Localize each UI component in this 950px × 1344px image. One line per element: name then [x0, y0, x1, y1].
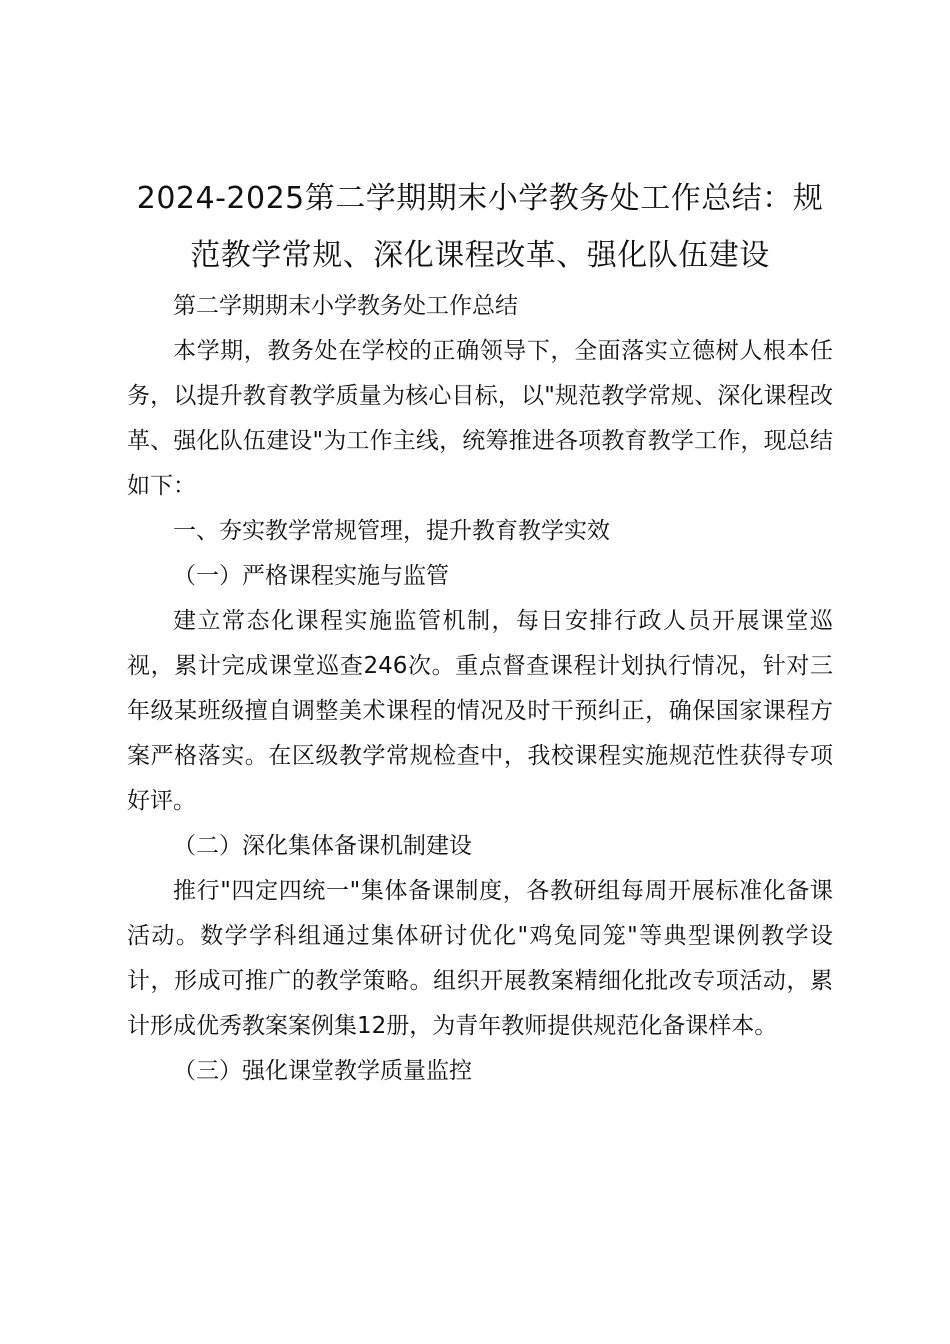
subsection-heading-3: （三）强化课堂教学质量监控 — [173, 1058, 472, 1084]
document-content — [127, 170, 833, 1094]
subsection-paragraph-2: 推行"四定四统一"集体备课制度，各教研组每周开展标准化备课活动。数学学科组通过集体研讨优化"鸡兔同笼"等典型课例教学设计，形成可推广的教学策略。组织开展教案精细化批改专项活动，累计形成优秀教案案例集12册，为青年教师提供规范化备课样本。 — [127, 878, 833, 1039]
document-subtitle: 第二学期期末小学教务处工作总结 — [173, 293, 518, 319]
subsection-paragraph-1: 建立常态化课程实施监管机制，每日安排行政人员开展课堂巡视，累计完成课堂巡查246次。重点督查课程计划执行情况，针对三年级某班级擅自调整美术课程的情况及时干预纠正，确保国家课程方案严格落实。在区级教学常规检查中，我校课程实施规范性获得专项好评。 — [127, 608, 833, 814]
section-heading-1: 一、夯实教学常规管理，提升教育教学实效 — [173, 518, 610, 544]
document-title: 2024-2025第二学期期末小学教务处工作总结：规范教学常规、深化课程改革、强化队伍建设 — [136, 181, 824, 273]
subsection-heading-1: （一）严格课程实施与监管 — [173, 563, 449, 589]
subsection-heading-2: （二）深化集体备课机制建设 — [173, 833, 472, 859]
intro-paragraph: 本学期，教务处在学校的正确领导下，全面落实立德树人根本任务，以提升教育教学质量为核心目标，以"规范教学常规、深化课程改革、强化队伍建设"为工作主线，统筹推进各项教育教学工作，现总结如下： — [127, 338, 833, 499]
